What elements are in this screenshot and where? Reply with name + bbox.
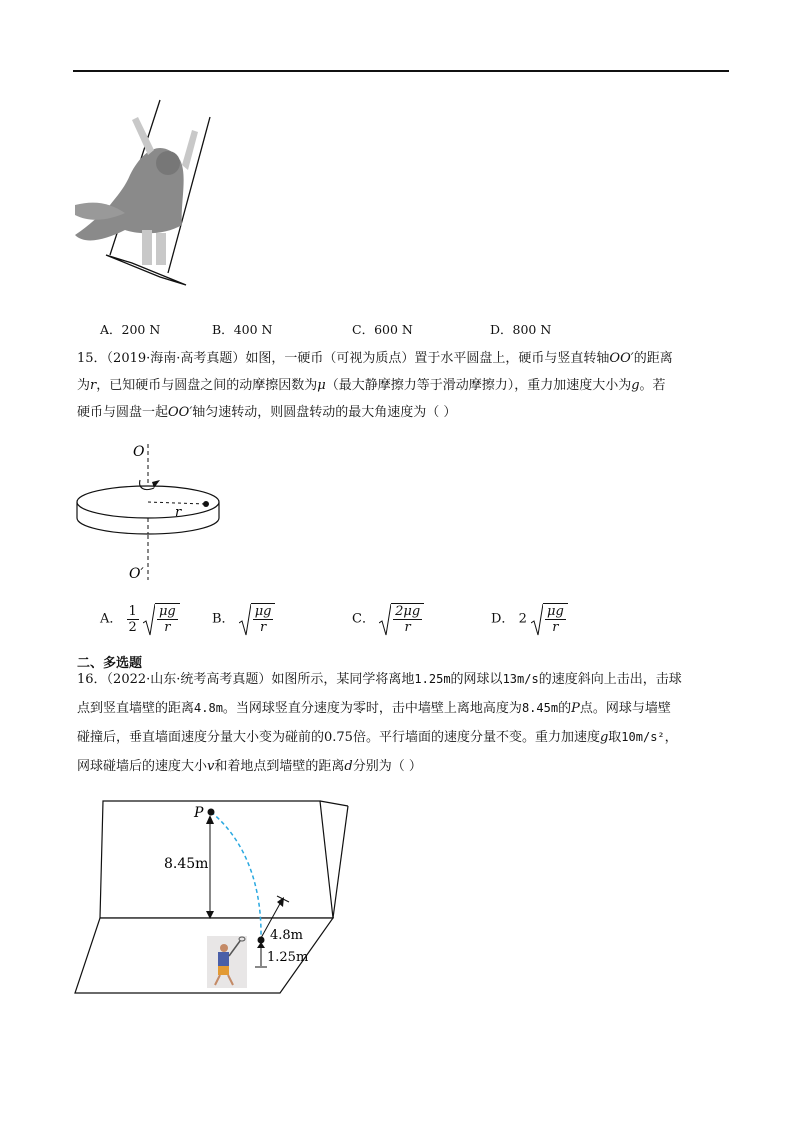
q14-choice-d[interactable]: D．800 N bbox=[490, 322, 552, 337]
q15-choice-c[interactable]: C． $\frac{2\mu g}{r}$ bbox=[352, 603, 424, 635]
q15-line-2: 为r，已知硬币与圆盘之间的动摩擦因数为μ（最大静摩擦力等于滑动摩擦力），重力加速度大小为g。若 bbox=[77, 378, 666, 393]
q14-choice-b[interactable]: B．400 N bbox=[212, 322, 273, 337]
q16-line-1: 16．（2022·山东·统考高考真题）如图所示，某同学将离地1.25m的网球以13m/s的速度斜向上击出，击球 bbox=[77, 672, 682, 687]
disk-label-o-top: O bbox=[133, 444, 145, 460]
wall-label-h1: 1.25m bbox=[267, 950, 309, 965]
q15-text bbox=[77, 345, 727, 426]
q16-line-2: 点到竖直墙壁的距离4.8m。当网球竖直分速度为零时，击中墙壁上离地高度为8.45m的P点。网球与墙壁 bbox=[77, 701, 671, 716]
header-rule bbox=[73, 70, 729, 72]
q15-line-3: 硬币与圆盘一起OO′轴匀速转动，则圆盘转动的最大角速度为（ ） bbox=[77, 405, 457, 420]
disk-label-r: r bbox=[175, 505, 182, 520]
q14-choice-c[interactable]: C．600 N bbox=[352, 322, 413, 337]
wall-label-dist: 4.8m bbox=[270, 928, 304, 943]
tennis-wall-figure bbox=[72, 798, 362, 998]
q15-choice-b[interactable]: B． $\frac{\mu g}{r}$ bbox=[212, 603, 275, 635]
wall-label-h2: 8.45m bbox=[164, 856, 209, 872]
disk-figure bbox=[72, 440, 242, 585]
section-heading-multiple-choice: 二、多选题 bbox=[77, 656, 143, 671]
q16-line-4: 网球碰墙后的速度大小v和着地点到墙壁的距离d分别为（ ） bbox=[77, 759, 422, 774]
q15-choice-a[interactable]: A． $\frac{1}{2}$ $\frac{\mu g}{r}$ bbox=[100, 603, 180, 635]
q15-line-1: 15．（2019·海南·高考真题）如图，一硬币（可视为质点）置于水平圆盘上，硬币与竖直转轴OO′的距离 bbox=[77, 351, 673, 366]
q15-choice-d[interactable]: D． 2 $\frac{\mu g}{r}$ bbox=[491, 603, 568, 635]
disk-label-o-bottom: O′ bbox=[129, 566, 144, 582]
q16-line-3: 碰撞后，垂直墙面速度分量大小变为碰前的0.75倍。平行墙面的速度分量不变。重力加速度g取10m/s²， bbox=[77, 730, 678, 745]
q14-choice-a[interactable]: A．200 N bbox=[100, 322, 161, 337]
q16-text bbox=[77, 665, 727, 781]
wall-label-p: P bbox=[194, 805, 204, 821]
swing-figure bbox=[70, 95, 230, 295]
